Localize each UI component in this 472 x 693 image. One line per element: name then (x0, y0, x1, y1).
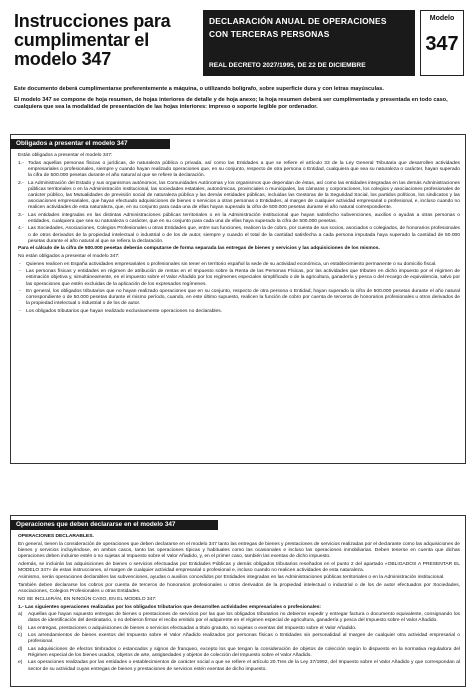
item-text: Las entidades integradas en las distintas Administraciones públicas territoriales o en la Administración institucional que hayan satisfecho subvenciones, auxilios o ayudas a otras personas o entidades, cualquiera que sea su naturaleza o carácter, que en su conjunto para cada una de ellas haya superado la cifra de 500.000 pesetas. (28, 212, 460, 224)
list-item (18, 181, 460, 211)
no-obligados-lead: No están obligados a presentar el modelo 347: (18, 253, 120, 259)
section-operaciones-body (18, 534, 460, 674)
document-title (14, 12, 196, 69)
item-letter: c) (18, 633, 23, 639)
banner-line-2: CON TERCERAS PERSONAS (209, 29, 330, 39)
item-text: Todas aquellas personas físicas o jurídicas, de naturaleza pública o privada, así como las Entidades a que se refiere el artículo 33 de la Ley General Tributaria que desarrollen actividades empresariales o profesionales, siempre y cuando hayan realizado operaciones que, en su conjunto, respecto de otra persona o Entidad, cualquiera que sea su naturaleza o carácter, hayan superado la cifra de 500.000 pesetas durante el año natural al que se refiere la declaración. (28, 160, 460, 178)
item-text: Las operaciones realizadas por las entidades o establecimientos de carácter social a que se refiere el artículo 20.Tres de la Ley 37/1992, del Impuesto sobre el Valor Añadido y que correspondan al sector de su actividad cuyas entregas de bienes y prestaciones de servicios estén exentas de dicho impuesto. (28, 660, 460, 672)
item-number: 4.- (18, 226, 24, 232)
item-text: La Administración del Estado y sus organismos autónomos, las Comunidades Autónomas y los organismos que dependan de éstas, así como las entidades integradas en las demás Administraciones públicas territoriales o en la Administración institucional, las sociedades estatales, autonómicas, provinciales o municipales, las cámaras y corporaciones, los colegios y asociaciones profesionales de carácter público, las Mutualidades de previsión social de naturaleza pública y las demás entidades públicas, incluidas las Gestoras de la Seguridad Social, los partidos políticos, los sindicatos y las asociaciones empresariales, que hayan efectuado adquisiciones de bienes o servicios a otras personas o Entidades, al margen de cualquier actividad empresarial o profesional, e, incluso cuando no realicen actividades de esta naturaleza, que, en su conjunto para cada una de ellas hayan superado la cifra de 500.000 pesetas durante el año natural correspondiente. (28, 180, 460, 210)
model-label: Modelo (429, 15, 455, 22)
intro-paragraph: Este documento deberá cumplimentarse preferentemente a máquina, o utilizando bolígrafo, sobre superficie dura y con letras mayúsculas. (14, 86, 384, 92)
paragraph: Además, se incluirán las adquisiciones de bienes o servicios efectuadas por Entidades Públicas y demás obligados tributarios reseñados en el punto 2 del apartado «OBLIGADOS A PRESENTAR EL MODELO 347» de estas instrucciones, al margen de cualquier actividad empresarial o profesional e, incluso cuando no realicen actividades de esta naturaleza. (18, 561, 460, 573)
list-item (18, 213, 460, 225)
list-item: - En general, los obligados tributarios que no hayan realizado operaciones que en su conjunto, respecto de otra persona o Entidad, hayan superado la cifra de 500.000 pesetas durante el año natural correspondiente o de 50.000 pesetas durante el mismo período, cuando, en este último supuesto, realicen la función de cobro por cuenta de terceros de honorarios profesionales u otros derivados de la propiedad intelectual o industrial o de los de autor. (18, 289, 460, 307)
item-number: 3.- (18, 212, 24, 218)
paragraph: Asimismo, serán operaciones declarables las subvenciones, ayudas o auxilios concedidos por Entidades integradas en las Administraciones públicas territoriales o en la Administración institucional. (18, 575, 445, 581)
subsection-title: OPERACIONES DECLARABLES. (18, 534, 94, 539)
item-number: 1.- (18, 160, 24, 166)
title-line: cumplimentar el (14, 30, 150, 50)
model-box (420, 10, 464, 76)
model-number: 347 (425, 33, 459, 55)
no-incluiran-heading: NO SE INCLUIRÁN, EN NINGÚN CASO, EN EL MODELO 347: (18, 596, 157, 602)
item-text: Los arrendamientos de bienes exentos del Impuesto sobre el Valor Añadido realizados por personas físicas o Entidades sin personalidad al margen de cualquier otra actividad empresarial o profesional. (28, 633, 460, 645)
list-item (18, 612, 460, 624)
list-item (18, 660, 460, 672)
section-obligados-body (18, 153, 460, 317)
item-letter: d) (18, 646, 23, 652)
section-operaciones-title: Operaciones que deben declararse en el modelo 347 (10, 520, 218, 530)
item-text: Las adquisiciones de efectos timbrados o estancados y signos de franqueo, excepto los que tengan la consideración de objetos de colección según lo dispuesto en la normativa reguladora del Régimen especial de los bienes usados, objetos de arte, antigüedades y objetos de colección del Impuesto sobre el Valor Añadido. (28, 646, 460, 658)
item-letter: e) (18, 660, 23, 666)
list-item: - Quienes realicen en España actividades empresariales o profesionales sin tener en territorio español la sede de su actividad económica, un establecimiento permanente o su domicilio fiscal. (18, 262, 460, 268)
computo-heading: Para el cálculo de la cifra de 500.000 pesetas deberán computarse de forma separada las entregas de bienes y servicios y las adquisiciones de los mismos. (18, 246, 380, 252)
list-item: - Las personas físicas y entidades en régimen de atribución de rentas en el Impuesto sobre la Renta de las Personas Físicas, por las actividades que tributen en dicho impuesto por el régimen de estimación objetiva y, simultáneamente, en el impuesto sobre el Valor Añadido por los regímenes especiales simplificado o de la agricultura, ganadería y pesca o del recargo de equivalencia, salvo por las operaciones que estén excluidas de la aplicación de los expresados regímenes. (18, 269, 460, 287)
list-item (18, 626, 460, 632)
banner-decree: REAL DECRETO 2027/1995, DE 22 DE DICIEMBRE (209, 62, 366, 69)
section-obligados-title: Obligados a presentar el modelo 347 (10, 139, 170, 149)
intro-notice (14, 86, 464, 115)
section-lead: Están obligados a presentar el modelo 347: (18, 153, 113, 158)
item-text: Las Sociedades, Asociaciones, Colegios Profesionales u otras Entidades que, entre sus funciones, realicen la de cobro, por cuenta de sus socios, asociados o colegiados, de honorarios profesionales o de otros derivados de la propiedad intelectual o industrial o de los de autor, siempre y cuando el total de la cantidad satisfecha a cada persona imputada haya superado la cantidad de 50.000 pesetas durante el año natural al que se refiera la declaración. (28, 226, 460, 244)
paragraph: También deben declararse los cobros por cuenta de terceros de honorarios profesionales u otros derivados de la propiedad intelectual o industrial o de los de autor efectuados por Sociedades, Asociaciones, Colegios Profesionales u otras Entidades. (18, 583, 460, 595)
list-item (18, 226, 460, 244)
exclusion-item: 1.- Las siguientes operaciones realizadas por los obligados tributarios que desarrollen actividades empresariales o profesionales: (18, 604, 322, 610)
banner-line-1: DECLARACIÓN ANUAL DE OPERACIONES (209, 16, 387, 26)
list-item (18, 633, 460, 645)
item-letter: b) (18, 625, 23, 631)
item-letter: a) (18, 612, 23, 618)
list-item (18, 161, 460, 179)
item-number: 2.- (18, 180, 24, 186)
title-line: Instrucciones para (14, 11, 171, 31)
item-text: Las entregas, prestaciones o adquisiciones de bienes o servicios efectuadas a título gratuito, no sujetas o exentas del Impuesto sobre el Valor Añadido. (28, 625, 357, 631)
list-item (18, 647, 460, 659)
list-item: - Los obligados tributarios que hayan realizado exclusivamente operaciones no declarables. (18, 309, 460, 315)
intro-paragraph: El modelo 347 se compone de hoja resumen, de hojas interiores de detalle y de hoja anexo; la hoja resumen deberá ser cumplimentada y presentada en todo caso, cualquiera que sea la modalidad de presentación de las hojas interiores: impreso o soporte legible por ordenador. (14, 97, 448, 110)
title-line: modelo 347 (14, 49, 112, 69)
declaration-banner (203, 10, 415, 76)
item-text: Aquellas que hayan supuesto entregas de bienes o prestaciones de servicios por las que los obligados tributarios no debieron expedir y entregar factura o documento equivalente, consignando los datos de identificación del destinatario, o no debieron firmar el recibo emitido por el adquirente en el régimen especial de agricultura, ganadería y pesca del Impuesto sobre el Valor Añadido. (28, 612, 460, 624)
paragraph: En general, tienen la consideración de operaciones que deben declararse en el modelo 347 tanto las entregas de bienes y prestaciones de servicios realizadas por el declarante como las adquisiciones de bienes y servicios incluyéndose, en ambos casos, tanto las operaciones típicas y habituales como las ocasionales e incluso las operaciones inmobiliarias. Deben tenerse en cuenta que dichas operaciones deben incluirse estén o no sujetas al Impuesto sobre el Valor Añadido, y, en el primer caso, también las exentas de dicho impuesto. (18, 541, 460, 559)
